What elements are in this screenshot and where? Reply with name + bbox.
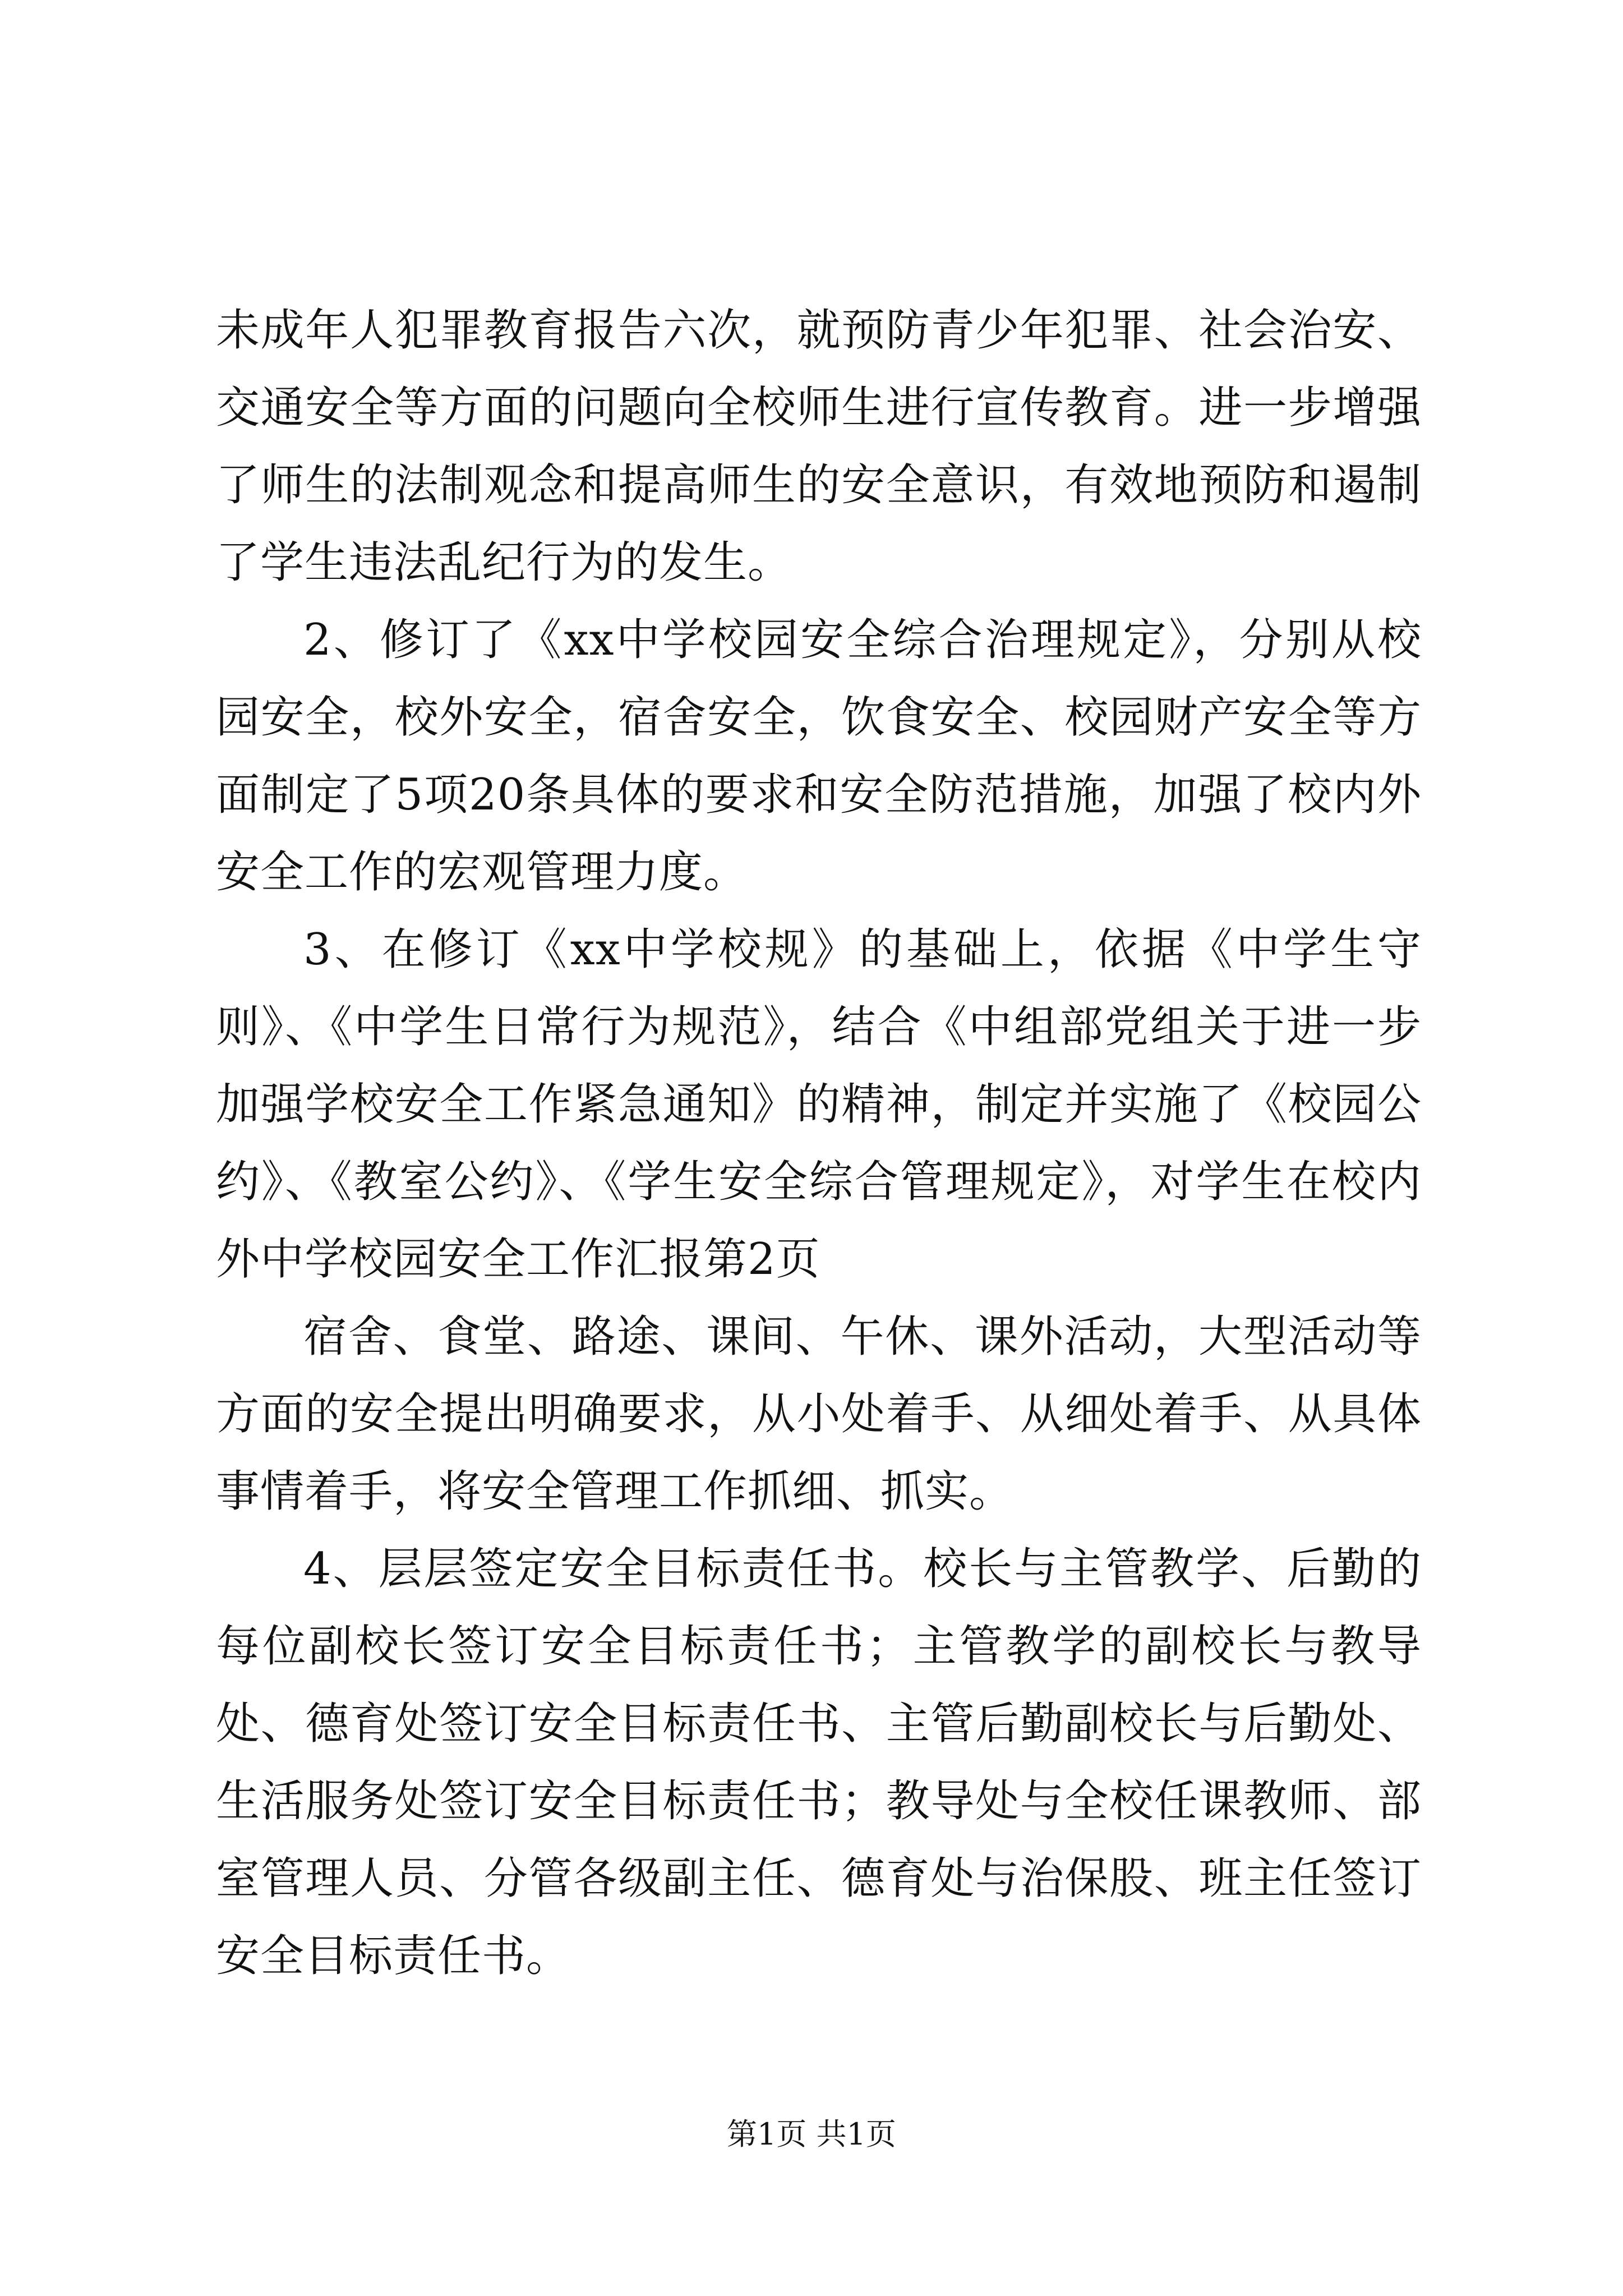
page-footer xyxy=(0,2115,1623,2154)
paragraph-5: 4、层层签定安全目标责任书。校长与主管教学、后勤的每位副校长签订安全目标责任书；主管教学的副校长与教导处、德育处签订安全目标责任书、主管后勤副校长与后勤处、生活服务处签订安全目标责任书；教导处与全校任课教师、部室管理人员、分管各级副主任、德育处与治保股、班主任签订安全目标责任书。 xyxy=(216,1544,1422,1981)
paragraph-3: 3、在修订《xx中学校规》的基础上，依据《中学生守则》、《中学生日常行为规范》，结合《中组部党组关于进一步加强学校安全工作紧急通知》的精神，制定并实施了《校园公约》、《教室公约》、《学生安全综合管理规定》，对学生在校内外中学校园安全工作汇报第2页 xyxy=(216,924,1422,1285)
document-body xyxy=(216,292,1422,1995)
paragraph-4: 宿舍、食堂、路途、课间、午休、课外活动，大型活动等方面的安全提出明确要求，从小处着手、从细处着手、从具体事情着手，将安全管理工作抓细、抓实。 xyxy=(216,1312,1422,1517)
page-number-label: 第1页 共1页 xyxy=(727,2116,896,2152)
paragraph-2: 2、修订了《xx中学校园安全综合治理规定》，分别从校园安全，校外安全，宿舍安全，饮食安全、校园财产安全等方面制定了5项20条具体的要求和安全防范措施，加强了校内外安全工作的宏观管理力度。 xyxy=(216,615,1422,898)
paragraph-1: 未成年人犯罪教育报告六次，就预防青少年犯罪、社会治安、交通安全等方面的问题向全校师生进行宣传教育。进一步增强了师生的法制观念和提高师生的安全意识，有效地预防和遏制了学生违法乱纪行为的发生。 xyxy=(216,305,1422,588)
